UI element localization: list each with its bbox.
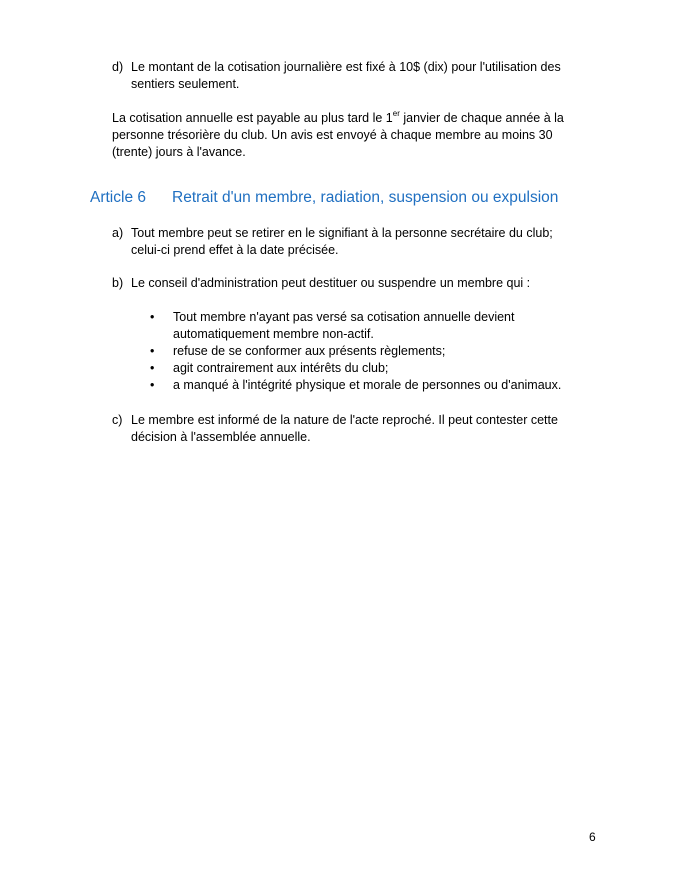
bullet-text: agit contrairement aux intérêts du club; <box>173 361 389 375</box>
ordinal-superscript: er <box>392 108 400 118</box>
bullet-item <box>150 360 590 377</box>
list-item-text: Le montant de la cotisation journalière est fixé à 10$ (dix) pour l'utilisation des sentiers seulement. <box>131 60 561 91</box>
bullet-list <box>150 309 590 394</box>
list-marker: d) <box>112 60 124 74</box>
article-number: Article 6 <box>90 189 146 206</box>
list-item-d <box>112 59 582 93</box>
bullet-icon: • <box>150 378 155 392</box>
list-marker: c) <box>112 413 123 427</box>
list-marker: a) <box>112 226 124 240</box>
annual-fee-text-end: janvier de chaque année à la personne trésorière du club. Un avis est envoyé à chaque membre au moins 30 (trente) jours à l'avance. <box>112 111 564 159</box>
bullet-icon: • <box>150 344 155 358</box>
annual-fee-text-start: La cotisation annuelle est payable au plus tard le 1 <box>112 111 393 125</box>
article-title: Retrait d'un membre, radiation, suspension ou expulsion <box>172 189 559 206</box>
bullet-text: refuse de se conformer aux présents règlements; <box>173 344 446 358</box>
bullet-item <box>150 343 590 360</box>
bullet-icon: • <box>150 361 155 375</box>
annual-fee-paragraph <box>112 110 587 161</box>
bullet-icon: • <box>150 310 155 324</box>
list-item-text: Le membre est informé de la nature de l'acte reproché. Il peut contester cette décision à l'assemblée annuelle. <box>131 413 558 444</box>
bullet-text: a manqué à l'intégrité physique et morale de personnes ou d'animaux. <box>173 378 562 392</box>
list-item-text: Tout membre peut se retirer en le signifiant à la personne secrétaire du club; celui-ci prend effet à la date précisée. <box>131 226 553 257</box>
list-item-a <box>112 225 582 259</box>
list-item-text: Le conseil d'administration peut destituer ou suspendre un membre qui : <box>131 276 531 290</box>
bullet-text: Tout membre n'ayant pas versé sa cotisation annuelle devient automatiquement membre non-actif. <box>173 310 515 341</box>
bullet-item <box>150 309 590 343</box>
list-marker: b) <box>112 276 124 290</box>
list-item-b <box>112 275 582 292</box>
bullet-item <box>150 377 590 394</box>
list-item-c <box>112 412 582 446</box>
page-number: 6 <box>589 830 596 844</box>
article-heading <box>90 188 558 208</box>
